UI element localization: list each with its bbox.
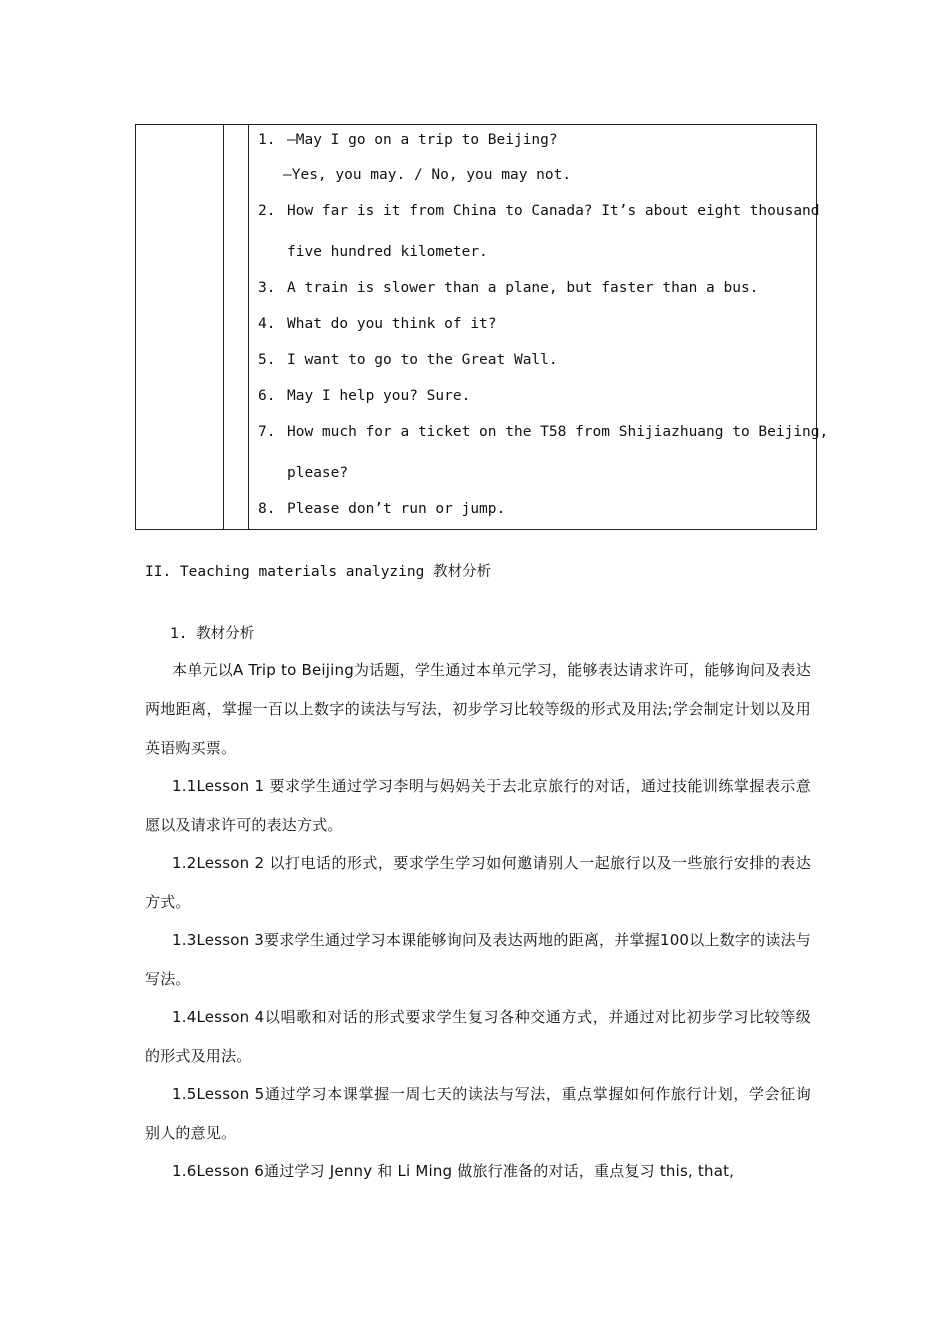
paragraph: 1.6Lesson 6通过学习 Jenny 和 Li Ming 做旅行准备的对话，重点复习 this, that, xyxy=(172,1162,735,1180)
subheading: 1. 教材分析 xyxy=(170,626,255,642)
item-number: 1. xyxy=(258,132,276,148)
item-number: 8. xyxy=(258,501,276,517)
table-divider xyxy=(223,125,224,529)
item-text: I want to go to the Great Wall. xyxy=(287,352,558,368)
item-text: How far is it from China to Canada? It’s about eight thousand xyxy=(287,203,820,219)
item-text: please? xyxy=(287,465,349,481)
sentence-table xyxy=(135,124,829,530)
item-number: 2. xyxy=(258,203,276,219)
paragraph: 1.3Lesson 3要求学生通过学习本课能够询问及表达两地的距离，并掌握100以上数字的读法与写法。 xyxy=(145,931,811,988)
item-number: 4. xyxy=(258,316,276,332)
item-text: Please don’t run or jump. xyxy=(287,501,506,517)
section-heading: II. Teaching materials analyzing 教材分析 xyxy=(145,564,492,580)
paragraph: 1.5Lesson 5通过学习本课掌握一周七天的读法与写法，重点掌握如何作旅行计划，学会征询别人的意见。 xyxy=(145,1085,811,1142)
item-text: —May I go on a trip to Beijing? xyxy=(287,132,558,148)
paragraph: 1.2Lesson 2 以打电话的形式，要求学生学习如何邀请别人一起旅行以及一些旅行安排的表达方式。 xyxy=(145,854,811,911)
item-text: —Yes, you may. / No, you may not. xyxy=(283,167,572,183)
item-text: five hundred kilometer. xyxy=(287,244,488,260)
item-number: 5. xyxy=(258,352,276,368)
item-number: 6. xyxy=(258,388,276,404)
item-text: May I help you? Sure. xyxy=(287,388,471,404)
paragraph: 1.4Lesson 4以唱歌和对话的形式要求学生复习各种交通方式，并通过对比初步学习比较等级的形式及用法。 xyxy=(145,1008,811,1065)
item-text: A train is slower than a plane, but faster than a bus. xyxy=(287,280,759,296)
item-text: What do you think of it? xyxy=(287,316,497,332)
paragraph: 1.1Lesson 1 要求学生通过学习李明与妈妈关于去北京旅行的对话，通过技能训练掌握表示意愿以及请求许可的表达方式。 xyxy=(145,777,811,834)
table-divider xyxy=(248,125,249,529)
item-number: 7. xyxy=(258,424,276,440)
paragraph: 本单元以A Trip to Beijing为话题，学生通过本单元学习，能够表达请求许可，能够询问及表达两地距离，掌握一百以上数字的读法与写法，初步学习比较等级的形式及用法;学会制定计划以及用英语购买票。 xyxy=(145,661,811,757)
item-number: 3. xyxy=(258,280,276,296)
item-text: How much for a ticket on the T58 from Shijiazhuang to Beijing, xyxy=(287,424,829,440)
